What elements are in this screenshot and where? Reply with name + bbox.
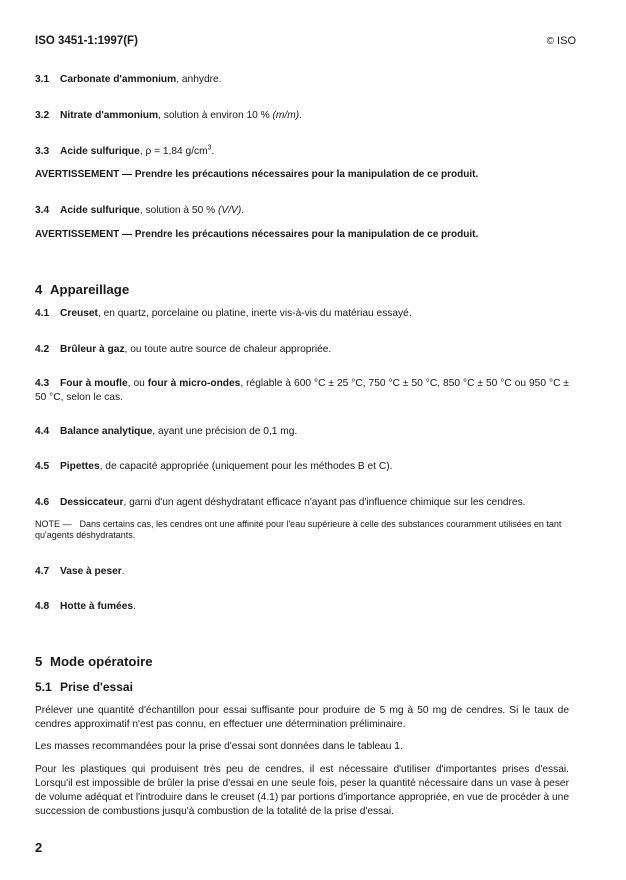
clause-3-4: 3.4 Acide sulfurique, solution à 50 % (V/V). [35, 205, 245, 216]
paragraph: Prélever une quantité d'échantillon pour essai suffisante pour produire de 5 mg à 50 mg de cendres. Si le taux de cendres approximatif n'est pas connu, en effectuer une détermination préliminaire. [35, 705, 569, 730]
clause-4-4: 4.4 Balance analytique, ayant une précision de 0,1 mg. [35, 426, 298, 437]
clause-3-2: 3.2 Nitrate d'ammonium, solution à environ 10 % (m/m). [35, 110, 302, 121]
section-heading-4: 4 Appareillage [35, 282, 130, 297]
warning-text: AVERTISSEMENT — Prendre les précautions nécessaires pour la manipulation de ce produit. [35, 169, 479, 180]
copyright [547, 34, 576, 49]
note-text: Dans certains cas, les cendres ont une affinité pour l'eau supérieure à celle des substances couramment utilisées en tant qu'agents déshydratants. [35, 519, 562, 540]
note-label: NOTE — [35, 519, 72, 529]
warning-text: AVERTISSEMENT — Prendre les précautions nécessaires pour la manipulation de ce produit. [35, 229, 479, 240]
clause-4-5: 4.5 Pipettes, de capacité appropriée (uniquement pour les méthodes B et C). [35, 461, 393, 472]
clause-4-2: 4.2 Brûleur à gaz, ou toute autre source de chaleur appropriée. [35, 344, 332, 355]
copyright-org: ISO [557, 35, 576, 47]
clause-3-1: 3.1 Carbonate d'ammonium, anhydre. [35, 74, 222, 85]
subsection-heading-5-1: 5.1 Prise d'essai [35, 680, 133, 694]
copyright-symbol: © [546, 36, 554, 47]
paragraph: Les masses recommandées pour la prise d'essai sont données dans le tableau 1. [35, 741, 403, 752]
clause-3-3: 3.3 Acide sulfurique, ρ = 1,84 $g/cm^3$. [35, 144, 215, 157]
clause-4-3: 4.3 Four à moufle, ou four à micro-ondes, réglable à 600 °C ± 25 °C, 750 °C ± 50 °C, 850 °C ± 50 °C ou 950 °C ± 50 °C, selon le cas. [35, 378, 569, 403]
clause-4-1: 4.1 Creuset, en quartz, porcelaine ou platine, inerte vis-à-vis du matériau essayé. [35, 308, 412, 319]
paragraph: Pour les plastiques qui produisent très peu de cendres, il est nécessaire d'utiliser d'importantes prises d'essai. Lorsqu'il est impossible de brûler la prise d'essai en une seule fois, peser la quantité nécessaire dans un vase à peser de volume adéquat et l'introduire dans le creuset (4.1) par portions d'importance appropriée, en vue de procéder à une succession de combustions jusqu'à combustion de la totalité de la prise d'essai. [35, 764, 569, 817]
clause-4-8: 4.8 Hotte à fumées. [35, 601, 136, 612]
document-id: ISO 3451-1:1997(F) [35, 35, 138, 47]
clause-4-6: 4.6 Dessiccateur, garni d'un agent déshydratant efficace n'ayant pas d'influence chimique sur les cendres. [35, 497, 526, 508]
clause-4-7: 4.7 Vase à peser. [35, 566, 125, 577]
section-heading-5: 5 Mode opératoire [35, 654, 153, 669]
note [35, 519, 569, 541]
page-number: 2 [35, 840, 43, 855]
